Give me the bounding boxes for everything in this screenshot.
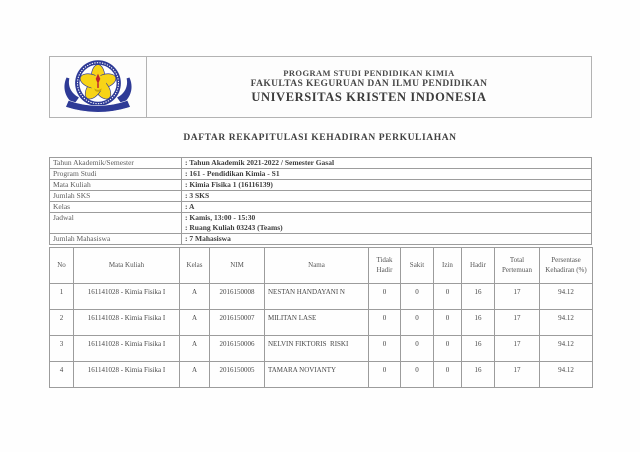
course-info-table (49, 157, 592, 245)
column-header: Nama (265, 248, 369, 284)
column-header: Hadir (462, 248, 495, 284)
table-cell: 16 (462, 362, 495, 388)
attendance-table (49, 247, 593, 388)
table-cell: 94.12 (540, 284, 593, 310)
course-info-body (50, 158, 592, 245)
table-cell: 17 (495, 362, 540, 388)
table-cell: 0 (369, 284, 401, 310)
table-cell: 2 (50, 310, 74, 336)
column-header: Tidak Hadir (369, 248, 401, 284)
table-cell: 2016150008 (210, 284, 265, 310)
table-cell: 0 (401, 362, 434, 388)
table-cell: 16 (462, 310, 495, 336)
table-cell: 4 (50, 362, 74, 388)
info-label: Jumlah SKS (50, 191, 182, 202)
attendance-table-body (50, 284, 593, 388)
table-cell: A (180, 284, 210, 310)
table-row (50, 284, 593, 310)
table-cell: 94.12 (540, 336, 593, 362)
table-cell: 161141028 - Kimia Fisika I (74, 310, 180, 336)
table-cell: 0 (401, 284, 434, 310)
attendance-table-head (50, 248, 593, 284)
university-logo-icon (57, 58, 139, 116)
table-cell: A (180, 336, 210, 362)
table-cell: 0 (401, 310, 434, 336)
table-cell: NELVIN FIKTORIS RISKI (265, 336, 369, 362)
table-cell: 0 (434, 336, 462, 362)
info-value: : Kamis, 13:00 - 15:30 : Ruang Kuliah 03243 (Teams) (182, 213, 592, 234)
info-label: Program Studi (50, 169, 182, 180)
info-row (50, 169, 592, 180)
info-row (50, 234, 592, 245)
info-value: : 161 - Pendidikan Kimia - S1 (182, 169, 592, 180)
info-row (50, 202, 592, 213)
table-row (50, 336, 593, 362)
table-cell: 0 (434, 362, 462, 388)
table-cell: 17 (495, 310, 540, 336)
fakultas-line: FAKULTAS KEGURUAN DAN ILMU PENDIDIKAN (250, 78, 488, 89)
table-cell: 0 (401, 336, 434, 362)
letterhead (49, 56, 592, 118)
table-cell: 161141028 - Kimia Fisika I (74, 336, 180, 362)
table-cell: 94.12 (540, 362, 593, 388)
column-header: Persentase Kehadiran (%) (540, 248, 593, 284)
table-cell: 1 (50, 284, 74, 310)
table-cell: 0 (434, 284, 462, 310)
column-header: NIM (210, 248, 265, 284)
info-label: Tahun Akademik/Semester (50, 158, 182, 169)
table-row (50, 362, 593, 388)
info-value: : 3 SKS (182, 191, 592, 202)
table-cell: 16 (462, 284, 495, 310)
table-cell: 0 (369, 310, 401, 336)
table-cell: 2016150005 (210, 362, 265, 388)
table-cell: 17 (495, 336, 540, 362)
info-label: Jadwal (50, 213, 182, 234)
logo-cell (50, 57, 147, 117)
table-cell: 3 (50, 336, 74, 362)
table-cell: 2016150006 (210, 336, 265, 362)
info-row (50, 191, 592, 202)
info-value: : Tahun Akademik 2021-2022 / Semester Gasal (182, 158, 592, 169)
column-header: Total Pertemuan (495, 248, 540, 284)
column-header: Mata Kuliah (74, 248, 180, 284)
table-cell: A (180, 310, 210, 336)
info-row (50, 213, 592, 234)
column-header: No (50, 248, 74, 284)
info-value: : Kimia Fisika 1 (16116139) (182, 180, 592, 191)
column-header: Sakit (401, 248, 434, 284)
table-cell: MILITAN LASE (265, 310, 369, 336)
info-value: : A (182, 202, 592, 213)
table-cell: 17 (495, 284, 540, 310)
info-value: : 7 Mahasiswa (182, 234, 592, 245)
table-cell: TAMARA NOVIANTY (265, 362, 369, 388)
table-cell: 161141028 - Kimia Fisika I (74, 362, 180, 388)
table-cell: 16 (462, 336, 495, 362)
info-row (50, 180, 592, 191)
table-cell: A (180, 362, 210, 388)
info-label: Mata Kuliah (50, 180, 182, 191)
info-row (50, 158, 592, 169)
table-cell: NESTAN HANDAYANI N (265, 284, 369, 310)
table-cell: 0 (369, 362, 401, 388)
attendance-header-row (50, 248, 593, 284)
table-row (50, 310, 593, 336)
letterhead-text (147, 57, 591, 117)
column-header: Izin (434, 248, 462, 284)
column-header: Kelas (180, 248, 210, 284)
table-cell: 0 (369, 336, 401, 362)
table-cell: 94.12 (540, 310, 593, 336)
table-cell: 161141028 - Kimia Fisika I (74, 284, 180, 310)
program-studi-line: PROGRAM STUDI PENDIDIKAN KIMIA (283, 67, 455, 78)
universitas-line: UNIVERSITAS KRISTEN INDONESIA (251, 90, 487, 105)
info-label: Kelas (50, 202, 182, 213)
table-cell: 2016150007 (210, 310, 265, 336)
table-cell: 0 (434, 310, 462, 336)
document-title: DAFTAR REKAPITULASI KEHADIRAN PERKULIAHAN (183, 133, 457, 143)
info-label: Jumlah Mahasiswa (50, 234, 182, 245)
